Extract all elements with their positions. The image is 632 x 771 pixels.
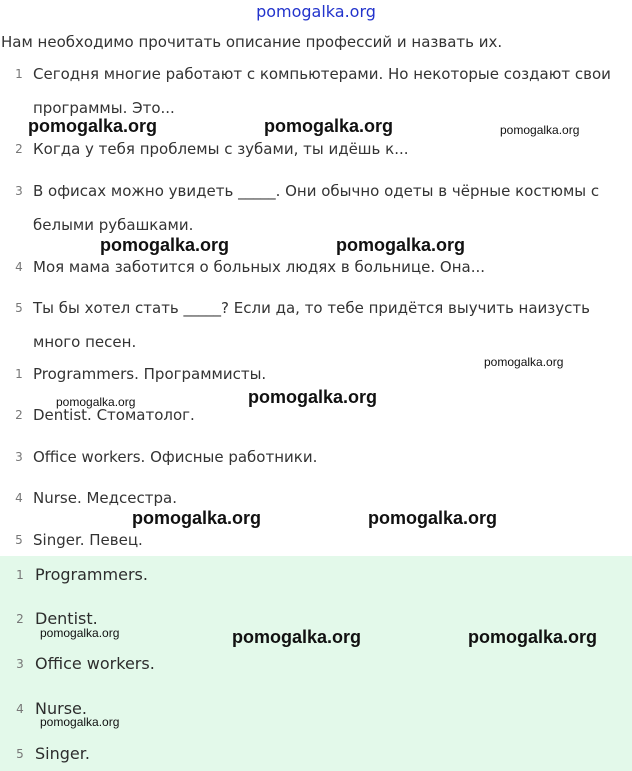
- translation-text: Dentist. Стоматолог.: [33, 406, 195, 424]
- answer-text: Nurse.: [35, 699, 87, 718]
- watermark: pomogalka.org: [232, 627, 362, 647]
- watermark: pomogalka.org: [132, 508, 262, 528]
- answers-panel: [0, 556, 632, 771]
- answer-text: Office workers.: [35, 654, 155, 673]
- answer-number: 3: [16, 657, 24, 671]
- watermark: pomogalka.org: [368, 508, 498, 528]
- task-intro: Нам необходимо прочитать описание профессий и назвать их.: [1, 33, 503, 51]
- question-text: Когда у тебя проблемы с зубами, ты идёшь к...: [33, 140, 409, 158]
- question-number: 1: [15, 67, 23, 81]
- question-number: 2: [15, 142, 23, 156]
- question-text: Сегодня многие работают с компьютерами. Но некоторые создают свои программы. Это...: [33, 65, 611, 117]
- watermark: pomogalka.org: [484, 355, 564, 369]
- question-text: Ты бы хотел стать _____? Если да, то тебе придётся выучить наизусть много песен.: [33, 299, 590, 351]
- answer-text: Singer.: [35, 744, 90, 763]
- question-number: 4: [15, 260, 23, 274]
- translation-number: 1: [15, 367, 23, 381]
- watermark: pomogalka.org: [56, 395, 136, 409]
- answer-text: Dentist.: [35, 609, 98, 628]
- watermark: pomogalka.org: [28, 116, 158, 136]
- translation-text: Programmers. Программисты.: [33, 365, 267, 383]
- question-text: В офисах можно увидеть _____. Они обычно одеты в чёрные костюмы с белыми рубашками.: [33, 182, 600, 234]
- watermark: pomogalka.org: [40, 715, 120, 729]
- watermark: pomogalka.org: [100, 235, 230, 255]
- watermark: pomogalka.org: [468, 627, 598, 647]
- translation-number: 5: [15, 533, 23, 547]
- question-text: Моя мама заботится о больных людях в больнице. Она...: [33, 258, 486, 276]
- answer-number: 4: [16, 702, 24, 716]
- translation-text: Nurse. Медсестра.: [33, 489, 177, 507]
- question-number: 5: [15, 301, 23, 315]
- translation-number: 2: [15, 408, 23, 422]
- watermark: pomogalka.org: [248, 387, 378, 407]
- watermark: pomogalka.org: [500, 123, 580, 137]
- watermark: pomogalka.org: [336, 235, 466, 255]
- translation-text: Office workers. Офисные работники.: [33, 448, 318, 466]
- answer-number: 5: [16, 747, 24, 761]
- watermark: pomogalka.org: [264, 116, 394, 136]
- answer-number: 2: [16, 612, 24, 626]
- site-watermark-header: pomogalka.org: [256, 2, 376, 21]
- translation-text: Singer. Певец.: [33, 531, 143, 549]
- answer-number: 1: [16, 568, 24, 582]
- translation-number: 4: [15, 491, 23, 505]
- translation-number: 3: [15, 450, 23, 464]
- watermark: pomogalka.org: [40, 626, 120, 640]
- question-number: 3: [15, 184, 23, 198]
- answer-text: Programmers.: [35, 565, 148, 584]
